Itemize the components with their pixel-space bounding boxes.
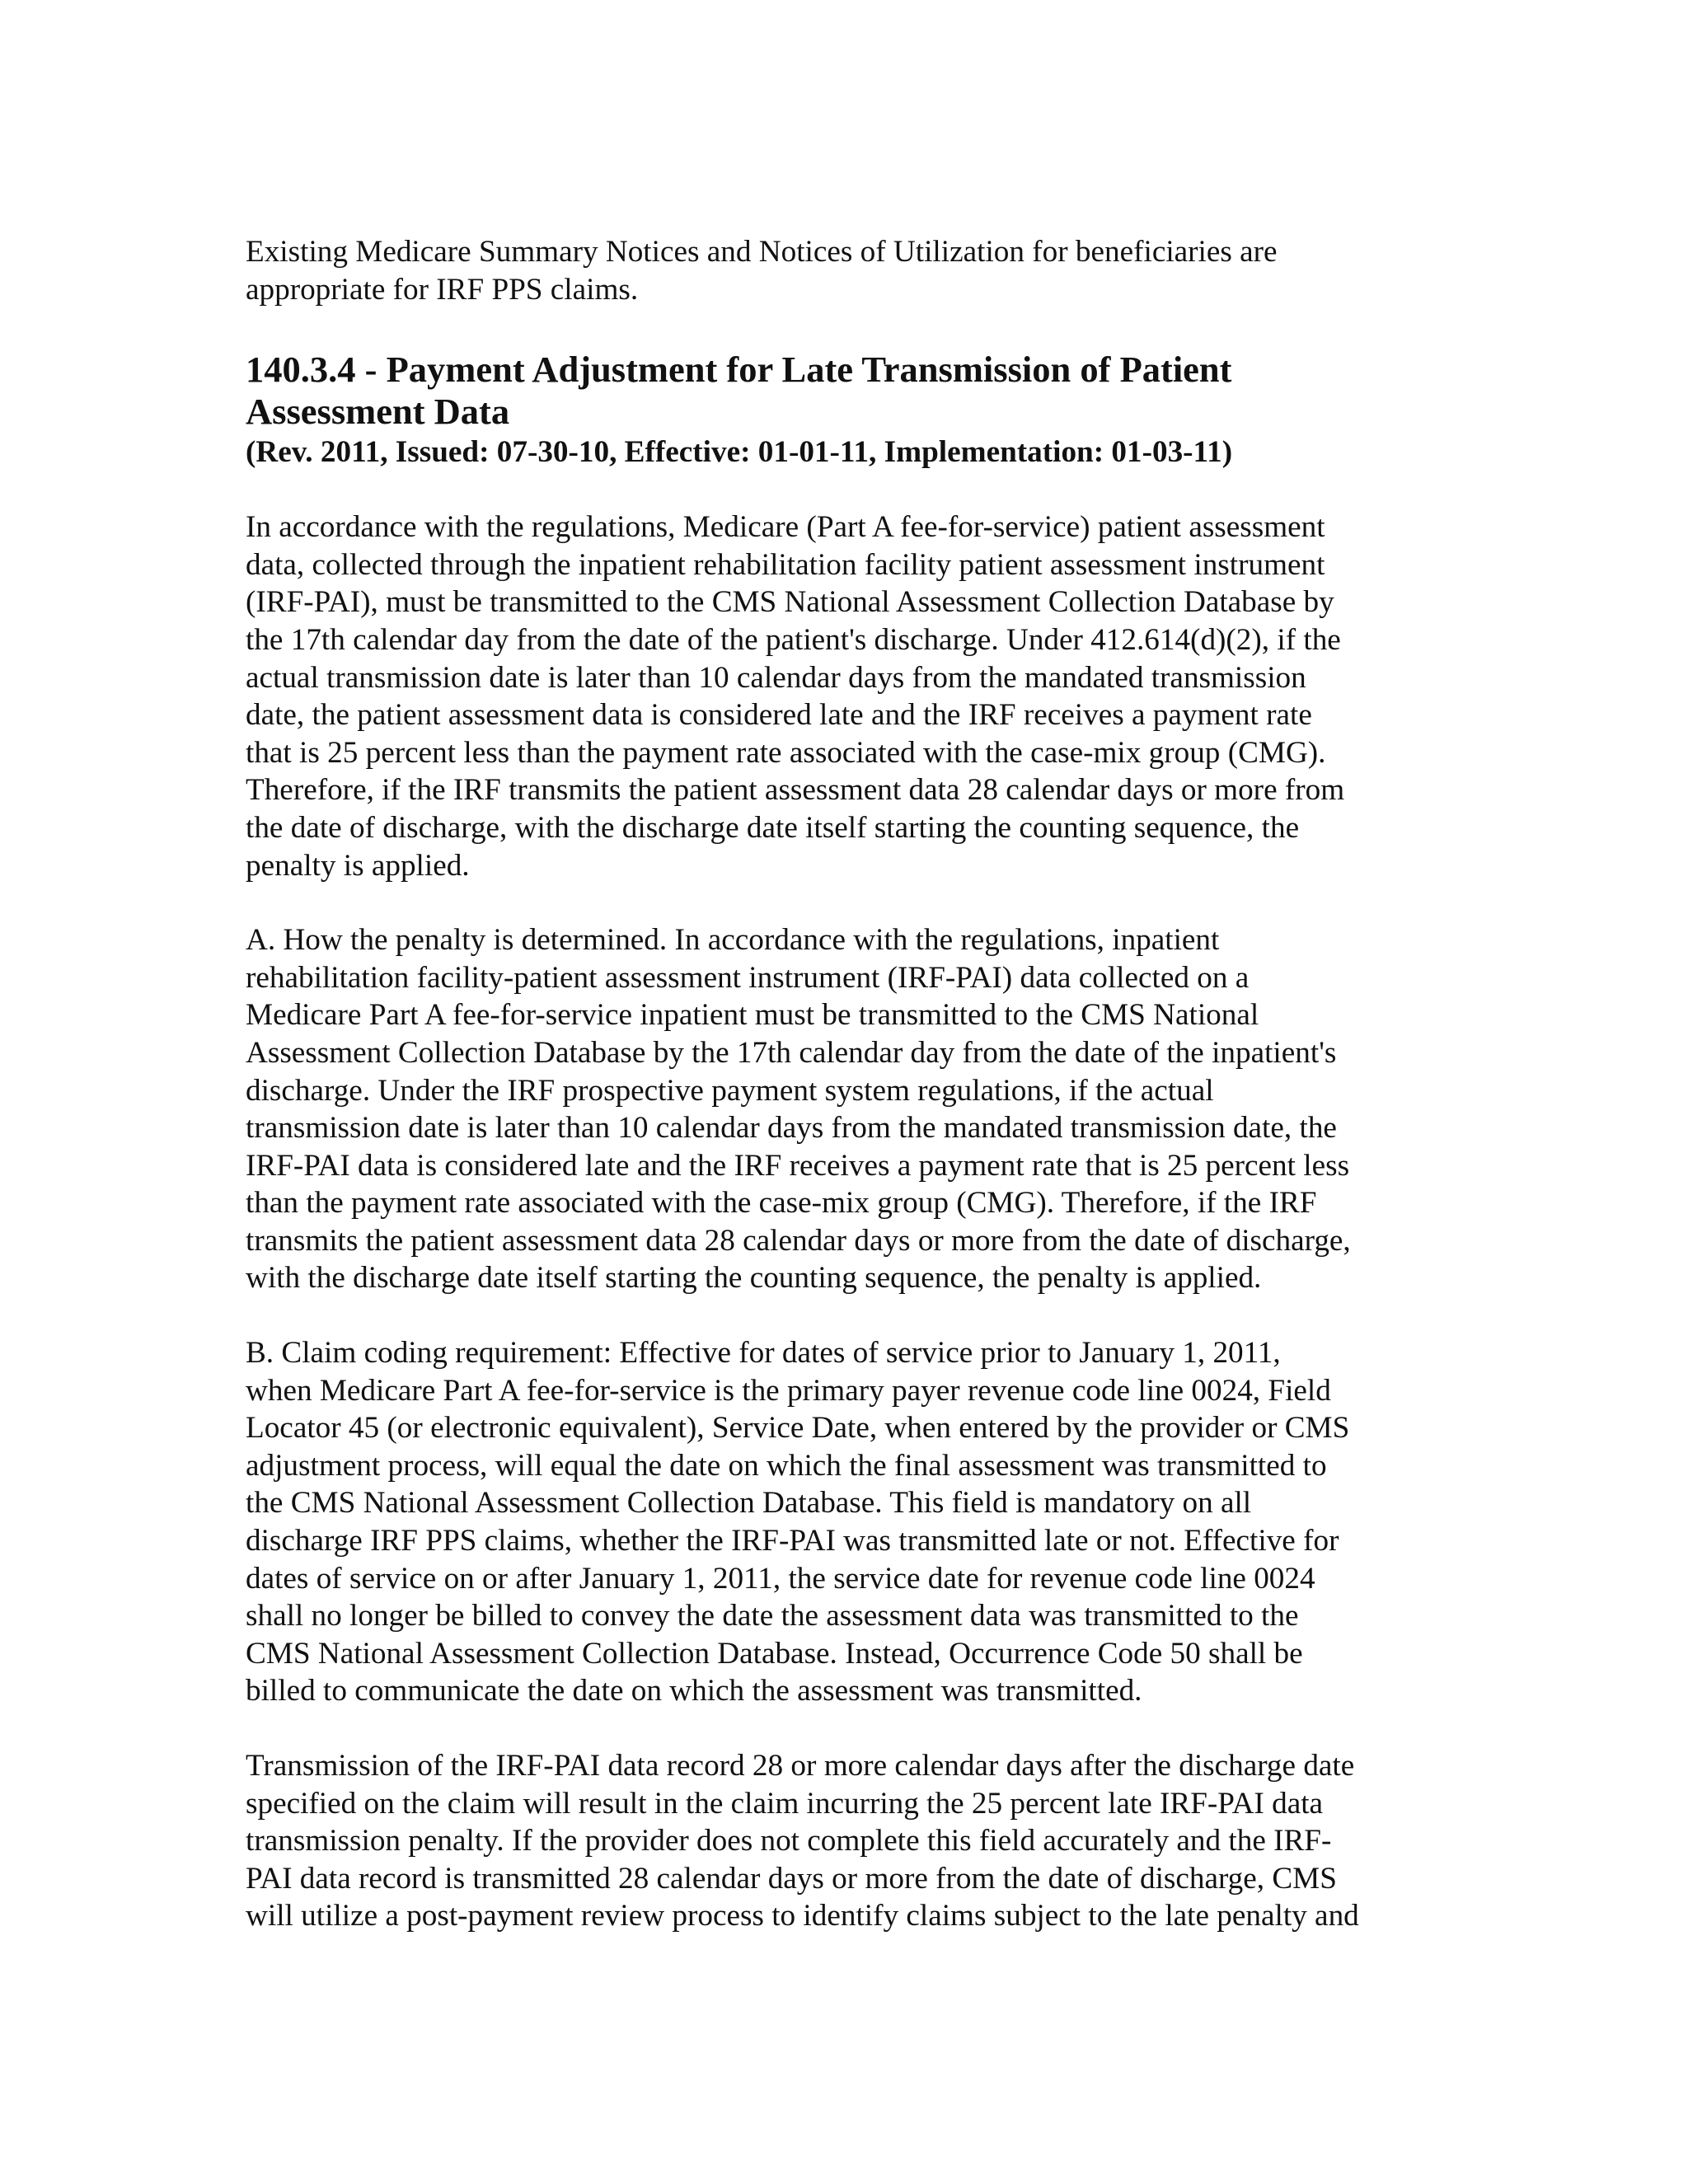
revision-line: (Rev. 2011, Issued: 07-30-10, Effective: 01-01-11, Implementation: 01-03-11) xyxy=(246,435,1233,470)
section-title: 140.3.4 - Payment Adjustment for Late Transmission of Patient Assessment Data xyxy=(246,349,1232,433)
intro-paragraph: Existing Medicare Summary Notices and Notices of Utilization for beneficiaries are appropriate for IRF PPS claims. xyxy=(246,235,1278,307)
body-paragraph-regulations: In accordance with the regulations, Medicare (Part A fee-for-service) patient assessment data, collected through the inpatient rehabilitation facility patient assessment instrument (IRF-PAI), must be transmitted to the CMS National Assessment Collection Database by the 17th calendar day from the date of the patient's discharge. Under 412.614(d)(2), if the actual transmission date is later than 10 calendar days from the mandated transmission date, the patient assessment data is considered late and the IRF receives a payment rate that is 25 percent less than the payment rate associated with the case-mix group (CMG). Therefore, if the IRF transmits the patient assessment data 28 calendar days or more from the date of discharge, with the discharge date itself starting the counting sequence, the penalty is applied. xyxy=(246,510,1345,883)
document-page xyxy=(246,233,1457,1935)
body-paragraph-claim-coding: B. Claim coding requirement: Effective for dates of service prior to January 1, 2011, when Medicare Part A fee-for-service is the primary payer revenue code line 0024, Field Locator 45 (or electronic equivalent), Service Date, when entered by the provider or CMS adjustment process, will equal the date on which the final assessment was transmitted to the CMS National Assessment Collection Database. This field is mandatory on all discharge IRF PPS claims, whether the IRF-PAI was transmitted late or not. Effective for dates of service on or after January 1, 2011, the service date for revenue code line 0024 shall no longer be billed to convey the date the assessment data was transmitted to the CMS National Assessment Collection Database. Instead, Occurrence Code 50 shall be billed to communicate the date on which the assessment was transmitted. xyxy=(246,1336,1350,1708)
body-paragraph-penalty-determination: A. How the penalty is determined. In accordance with the regulations, inpatient rehabilitation facility-patient assessment instrument (IRF-PAI) data collected on a Medicare Part A fee-for-service inpatient must be transmitted to the CMS National Assessment Collection Database by the 17th calendar day from the date of the inpatient's discharge. Under the IRF prospective payment system regulations, if the actual transmission date is later than 10 calendar days from the mandated transmission date, the IRF-PAI data is considered late and the IRF receives a payment rate that is 25 percent less than the payment rate associated with the case-mix group (CMG). Therefore, if the IRF transmits the patient assessment data 28 calendar days or more from the date of discharge, with the discharge date itself starting the counting sequence, the penalty is applied. xyxy=(246,923,1351,1296)
body-paragraph-transmission: Transmission of the IRF-PAI data record 28 or more calendar days after the discharge date specified on the claim will result in the claim incurring the 25 percent late IRF-PAI data transmission penalty. If the provider does not complete this field accurately and the IRF- PAI data record is transmitted 28 calendar days or more from the date of discharge, CMS will utilize a post-payment review process to identify claims subject to the late penalty and xyxy=(246,1749,1359,1933)
